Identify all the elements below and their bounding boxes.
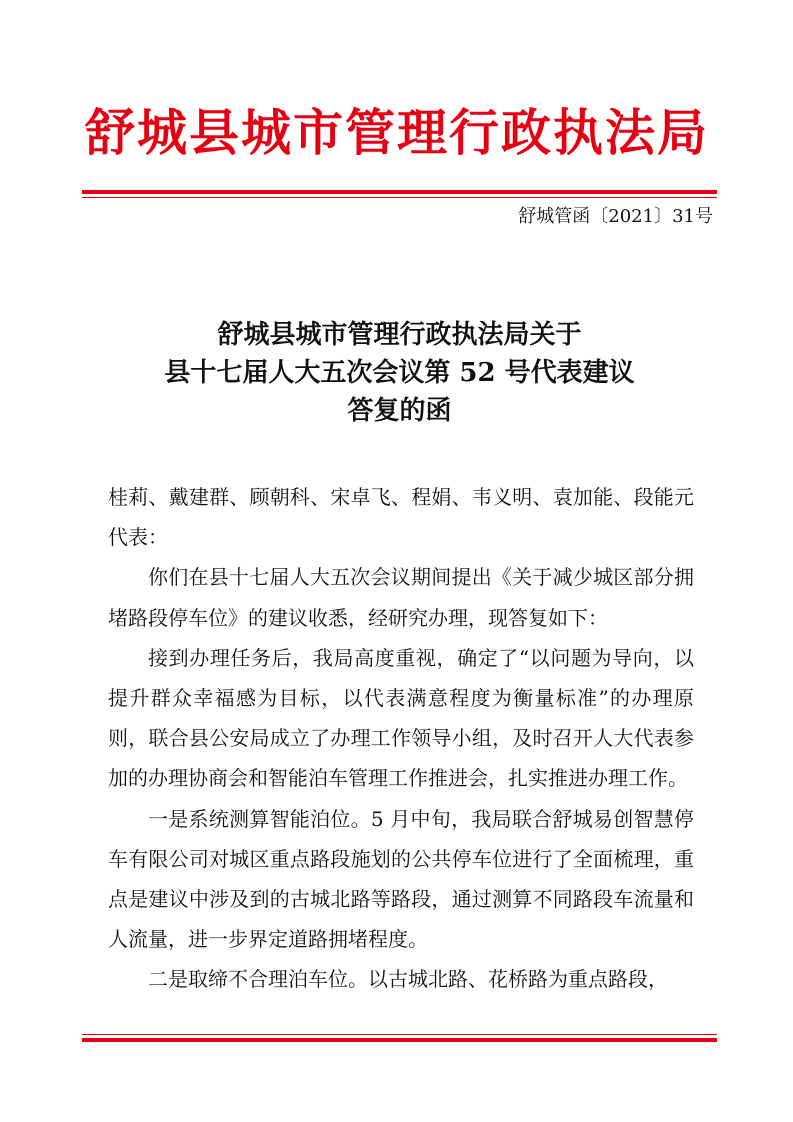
body-paragraph: 你们在县十七届人大五次会议期间提出《关于减少城区部分拥堵路段停车位》的建议收悉，经研究办理，现答复如下： (108, 565, 694, 630)
body-paragraph: 接到办理任务后，我局高度重视，确定了“以问题为导向，以提升群众幸福感为目标，以代表满意程度为衡量标准”的办理原则，联合县公安局成立了办理工作领导小组，及时召开人大代表参加的办理协商会和智能泊车管理工作推进会，扎实推进办理工作。 (108, 645, 694, 791)
agency-header-title: 舒城县城市管理行政执法局 (85, 103, 709, 162)
footer-rule-thick (82, 1038, 717, 1042)
header-rule-thin (82, 197, 717, 198)
header-rule-thick (82, 190, 717, 194)
document-title-line-3: 答复的函 (347, 396, 452, 426)
document-number: 舒城管函〔2021〕31号 (518, 206, 713, 227)
body-paragraph: 二是取缔不合理泊车位。以古城北路、花桥路为重点路段， (148, 967, 668, 992)
salutation: 桂莉、戴建群、顾朝科、宋卓飞、程娟、韦义明、袁加能、段能元代表： (108, 485, 694, 550)
document-title-line-1: 舒城县城市管理行政执法局关于 (217, 320, 582, 350)
footer-rule-thin (82, 1034, 717, 1035)
document-title-line-2: 县十七届人大五次会议第 52 号代表建议 (164, 358, 635, 388)
body-paragraph: 一是系统测算智能泊位。5 月中旬，我局联合舒城易创智慧停车有限公司对城区重点路段施划的公共停车位进行了全面梳理，重点是建议中涉及到的古城北路等路段，通过测算不同路段车流量和人流量，进一步界定道路拥堵程度。 (108, 806, 694, 952)
document-body (108, 477, 694, 1000)
document-title (82, 316, 717, 430)
